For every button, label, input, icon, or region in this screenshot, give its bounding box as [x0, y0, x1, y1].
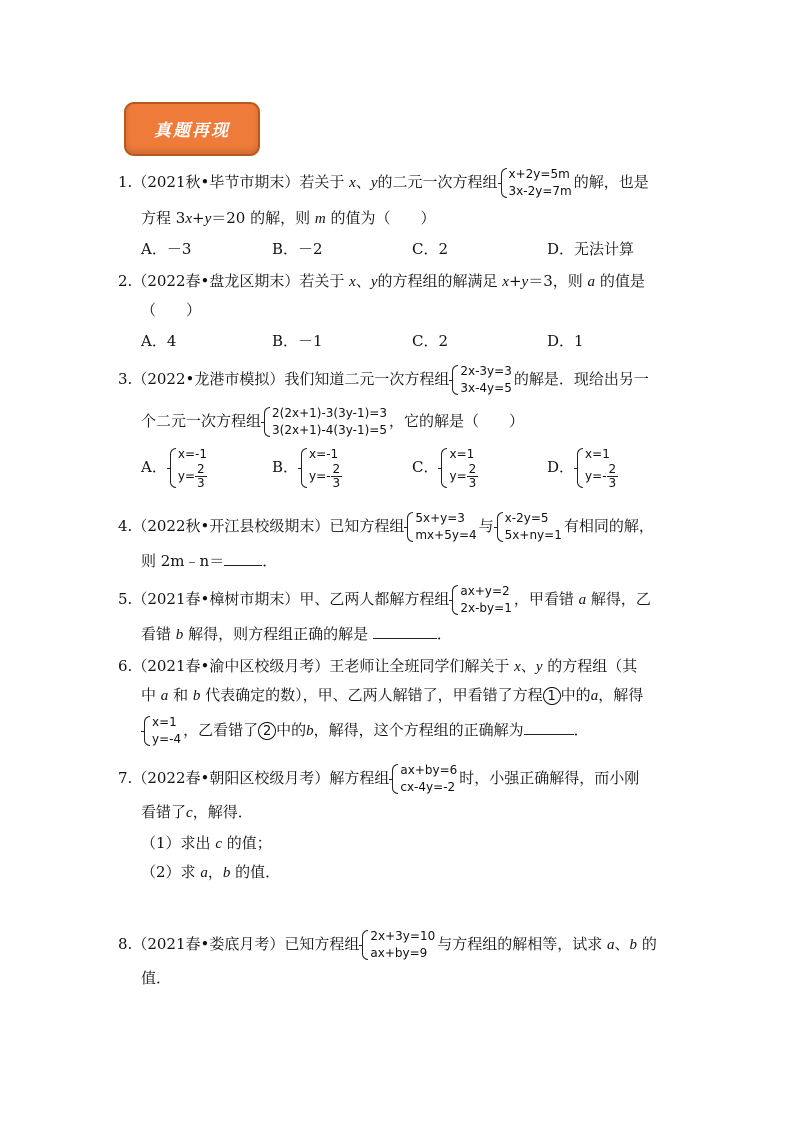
q1-option-b: B．－2 [272, 240, 323, 258]
q3-line1: 3.（2022•龙港市模拟）我们知道二元一次方程组 2x-3y=3 3x-4y=5 的解是．现给出另一 [118, 364, 649, 395]
q3-system-1: 2x-3y=3 3x-4y=5 [451, 363, 512, 397]
q8-line1: 8.（2021春•娄底月考）已知方程组 2x+3y=10 ax+by=9 与方程组的解相等，试求 a、b 的 [118, 929, 657, 960]
q5-answer-blank[interactable] [373, 624, 437, 639]
q2-paren: （ ） [141, 301, 202, 319]
q4-line2: 则 2m﹣n＝ ． [141, 552, 278, 570]
q5-line2: 看错 b 解得，则方程组正确的解是 ． [141, 625, 452, 643]
q7-sub2: （2）求 a，b 的值． [141, 863, 281, 881]
circled-one: 1 [543, 687, 561, 705]
q7-system: ax+by=6 cx-4y=-2 [391, 762, 457, 796]
q4-answer-blank[interactable] [224, 551, 262, 566]
q7-line1: 7.（2022春•朝阳区校级月考）解方程组 ax+by=6 cx-4y=-2 时，小强正确解得，而小刚 [118, 763, 640, 794]
q3-option-d: D． x=1 y=- $\frac{2}{3}$ [547, 447, 617, 490]
q3-line2: 个二元一次方程组 2(2x+1)-3(3y-1)=3 3(2x+1)-4(3y-1)=5 ，它的解是（ ） [141, 406, 524, 437]
q3-system-2: 2(2x+1)-3(3y-1)=3 3(2x+1)-4(3y-1)=5 [263, 405, 387, 439]
q6-line2: 中 a 和 b 代表确定的数），甲、乙两人解错了，甲看错了方程 1 中的a，解得 [141, 686, 644, 704]
q4-line1: 4.（2022秋•开江县校级期末）已知方程组 5x+y=3 mx+5y=4 与 x-2y=5 5x+ny=1 有相同的解， [118, 511, 654, 542]
q3-option-a: A． x=-1 y= $\frac{2}{3}$ [141, 447, 207, 490]
q2-option-b: B．－1 [272, 332, 323, 350]
q4-system-2: x-2y=5 5x+ny=1 [496, 510, 562, 544]
q3-option-b: B． x=-1 y=- $\frac{2}{3}$ [272, 447, 341, 490]
banner-title: 真题再现 [154, 121, 230, 141]
q8-system: 2x+3y=10 ax+by=9 [361, 928, 435, 962]
q8-line2: 值． [141, 969, 172, 987]
q2-option-c: C．2 [412, 332, 449, 350]
q6-line3: x=1 y=-4 ，乙看错了 2 中的b，解得，这个方程组的正确解为 ． [141, 714, 589, 748]
q2-option-a: A．4 [141, 332, 177, 350]
q1-option-c: C．2 [412, 240, 449, 258]
q1-system: x+2y=5m 3x-2y=7m [500, 166, 572, 200]
q6-line1: 6.（2021春•渝中区校级月考）王老师让全班同学们解关于 x、y 的方程组（其 [118, 657, 638, 675]
q5-line1: 5.（2021春•樟树市期末）甲、乙两人都解方程组 ax+y=2 2x-by=1 ，甲看错 a 解得，乙 [118, 584, 651, 615]
q5-system: ax+y=2 2x-by=1 [451, 583, 511, 617]
q7-line2: 看错了c，解得． [141, 803, 253, 821]
section-banner [124, 102, 260, 156]
q3-option-c: C． x=1 y= $\frac{2}{3}$ [412, 447, 477, 490]
q1-option-a: A．－3 [141, 240, 192, 258]
q1-option-d: D．无法计算 [547, 240, 635, 258]
q6-wrong-solution: x=1 y=-4 [143, 714, 181, 748]
circled-two: 2 [258, 722, 276, 740]
q1-line1: 1.（2021秋•毕节市期末）若关于 x、y的二元一次方程组 x+2y=5m 3x-2y=7m 的解，也是 [118, 167, 649, 198]
q2-line1: 2.（2022春•盘龙区期末）若关于 x、y的方程组的解满足 x+y＝3，则 a 的值是 [118, 272, 645, 290]
q7-sub1: （1）求出 c 的值； [141, 834, 272, 852]
q4-system-1: 5x+y=3 mx+5y=4 [406, 510, 476, 544]
q6-answer-blank[interactable] [524, 720, 574, 735]
q2-option-d: D．1 [547, 332, 584, 350]
q1-line2: 方程 3x+y＝20 的解，则 m 的值为（ ） [141, 209, 436, 227]
